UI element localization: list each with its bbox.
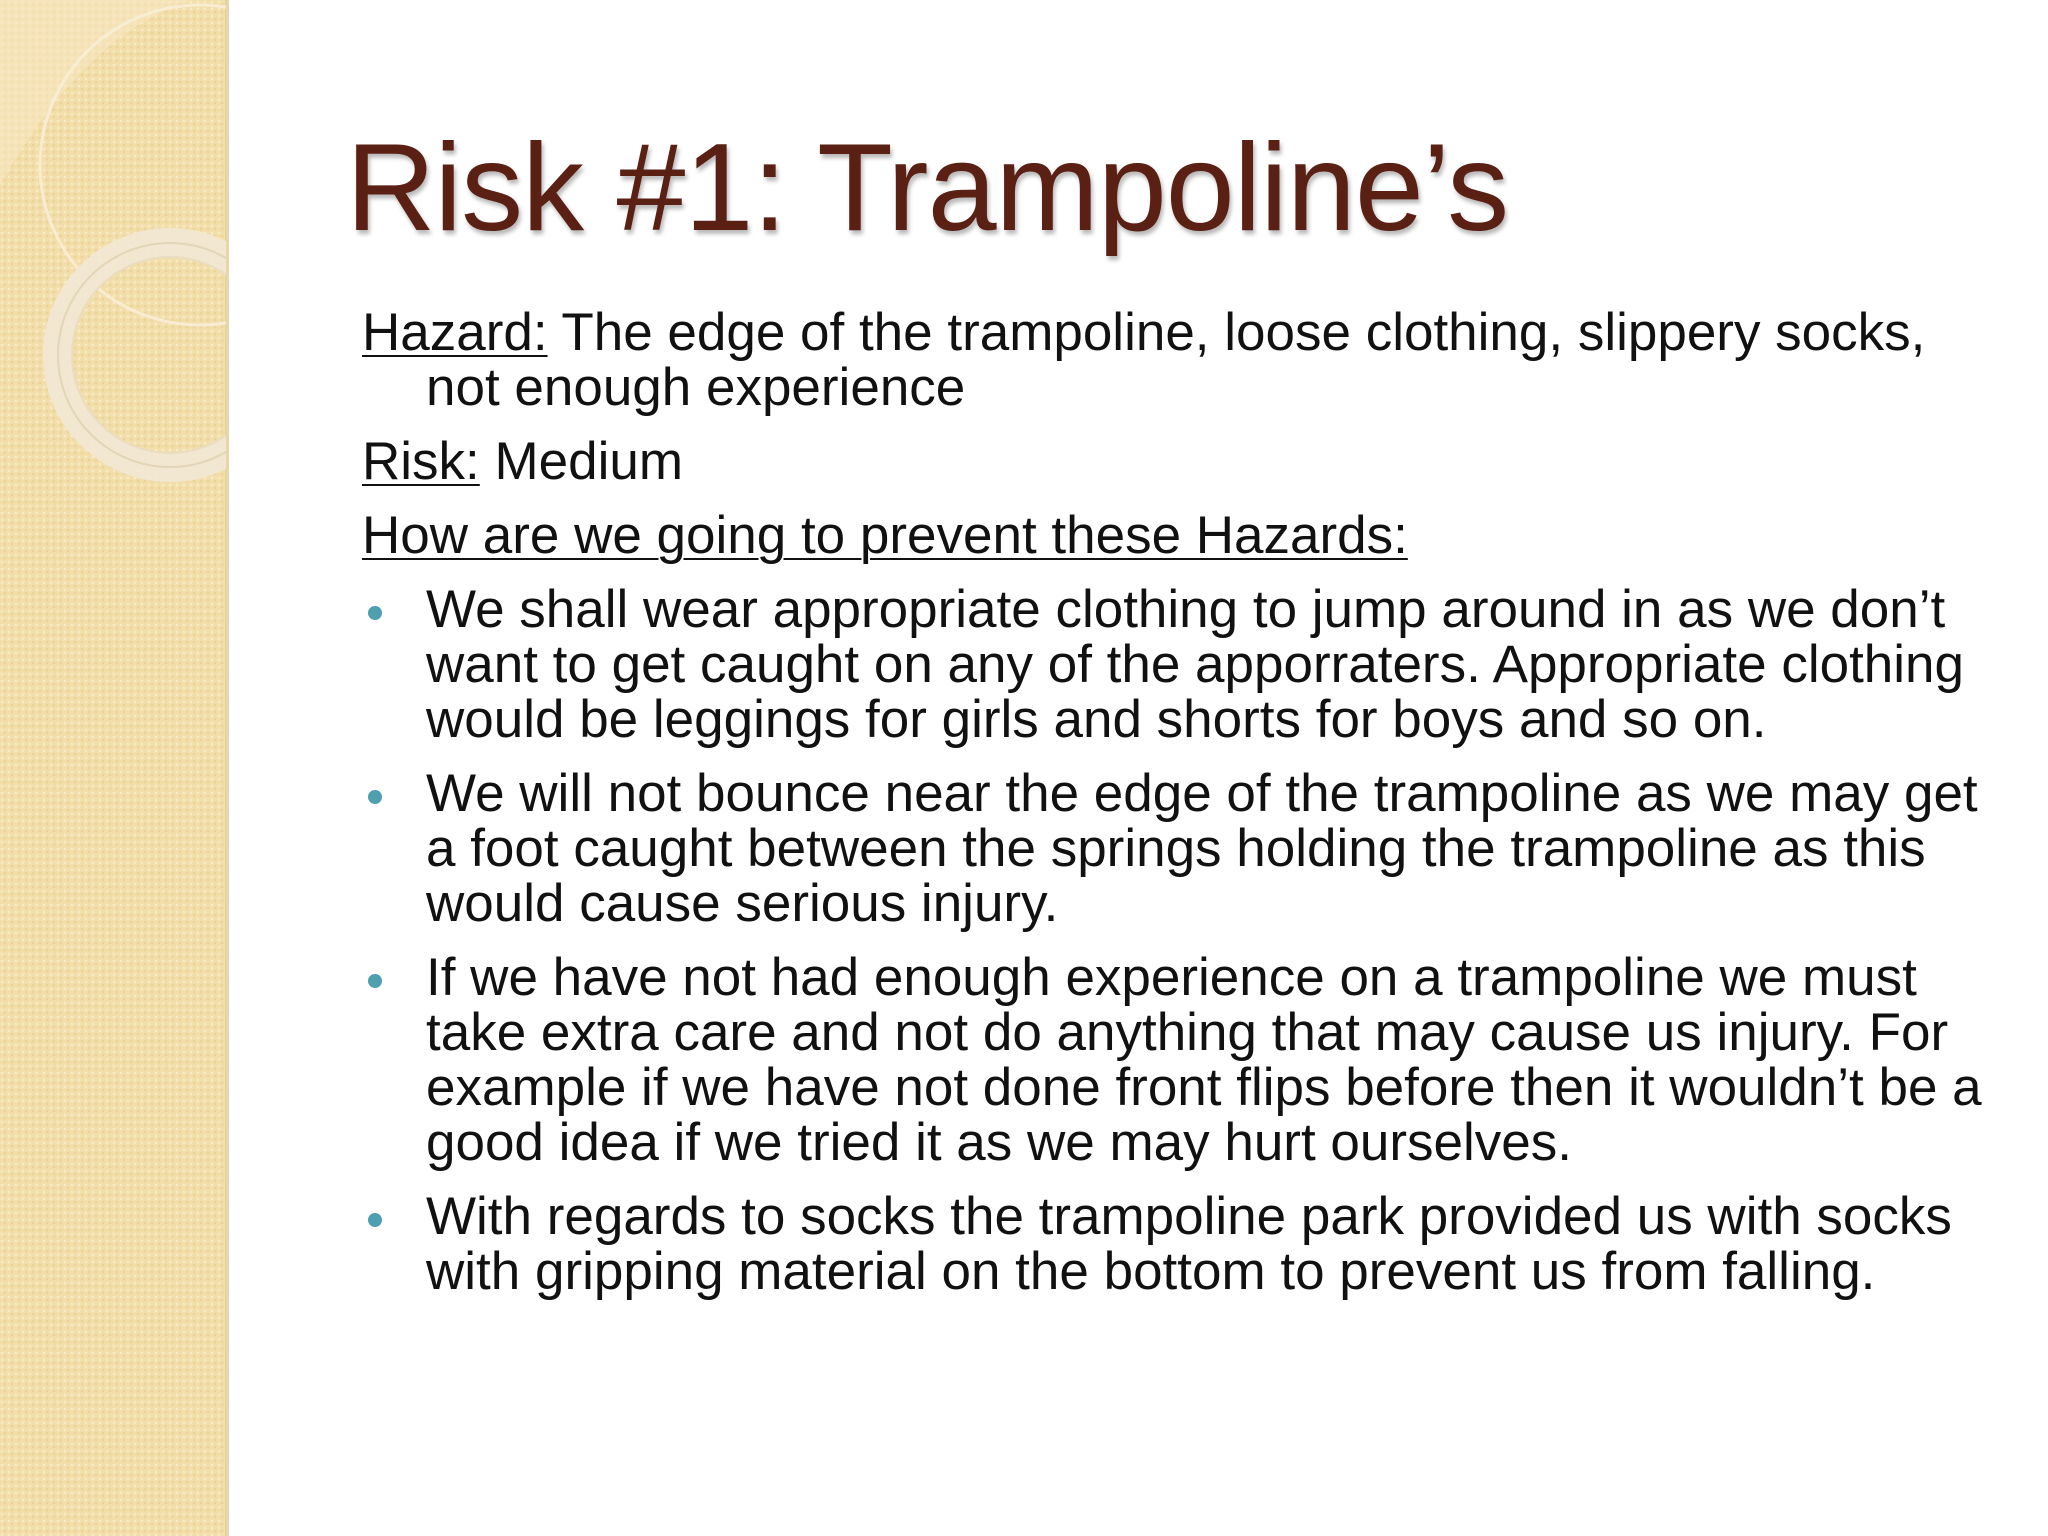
hazard-paragraph xyxy=(362,305,2002,415)
bullet-text: We will not bounce near the edge of the trampoline as we may get a foot caught between the springs holding the trampoline as this would cause serious injury. xyxy=(426,764,1978,933)
hazard-label: Hazard: xyxy=(362,303,548,362)
prevention-heading: How are we going to prevent these Hazards: xyxy=(362,506,1408,565)
bullet-dot-icon xyxy=(368,606,382,620)
list-item xyxy=(362,950,2002,1170)
bullet-text: With regards to socks the trampoline park provided us with socks with gripping material on the bottom to prevent us from falling. xyxy=(426,1187,1952,1301)
hazard-text: The edge of the trampoline, loose clothing, slippery socks, not enough experience xyxy=(426,303,1926,417)
list-item xyxy=(362,1189,2002,1299)
bullet-dot-icon xyxy=(368,1213,382,1227)
risk-paragraph xyxy=(362,434,2002,489)
slide-title: Risk #1: Trampoline’s xyxy=(346,119,1509,257)
list-item xyxy=(362,582,2002,747)
risk-text: Medium xyxy=(479,432,684,491)
decorative-circles-icon xyxy=(0,0,228,560)
list-item xyxy=(362,766,2002,931)
risk-label: Risk: xyxy=(362,432,480,491)
prevention-heading-paragraph xyxy=(362,508,2002,563)
bullet-text: If we have not had enough experience on a trampoline we must take extra care and not do anything that may cause us injury. For example if we have not done front flips before then it wouldn’t be a good idea if we tried it as we may hurt ourselves. xyxy=(426,948,1982,1172)
slide-body xyxy=(362,305,2002,1318)
bullet-dot-icon xyxy=(368,974,382,988)
side-band-edge xyxy=(226,0,229,1536)
decorative-side-band xyxy=(0,0,228,1536)
bullet-text: We shall wear appropriate clothing to jump around in as we don’t want to get caught on any of the apporraters. Appropriate clothing would be leggings for girls and shorts for boys and so on. xyxy=(426,580,1965,749)
prevention-bullet-list xyxy=(362,582,2002,1299)
bullet-dot-icon xyxy=(368,790,382,804)
